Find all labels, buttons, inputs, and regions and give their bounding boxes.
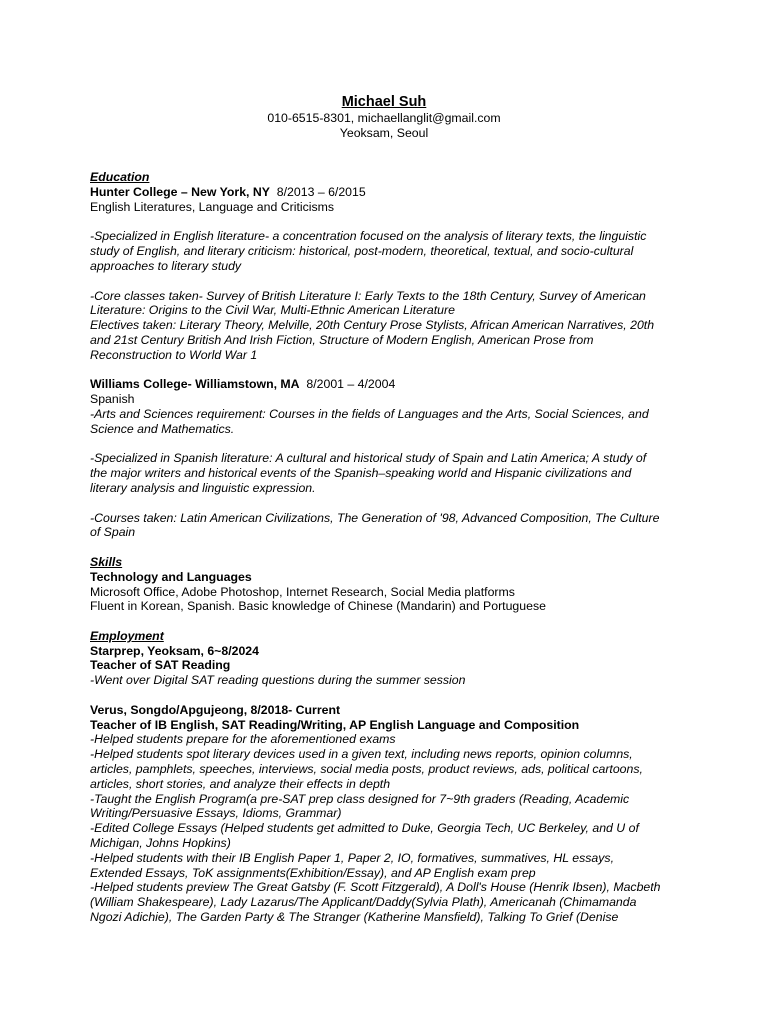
major: Spanish (90, 392, 135, 407)
major: English Literatures, Language and Criticisms (90, 199, 335, 214)
skills-subtitle: Technology and Languages (90, 569, 252, 584)
text-line: Michigan, Johns Hopkins) (90, 836, 231, 851)
text-line: approaches to literary study (90, 258, 242, 273)
text-line: -Went over Digital SAT reading questions during the summer session (90, 673, 466, 688)
paragraph (90, 451, 698, 495)
text-line: -Taught the English Program(a pre-SAT prep class designed for 7~9th graders (Reading, Academic (90, 791, 630, 806)
text-line: -Helped students preview The Great Gatsby (F. Scott Fitzgerald), A Doll's House (Henrik Ibsen), Macbeth (90, 880, 661, 895)
text-line: -Specialized in English literature- a concentration focused on the analysis of literary texts, the linguistic (90, 229, 647, 244)
school-dates: 8/2001 – 4/2004 (306, 377, 396, 392)
skills-section (90, 555, 698, 614)
school-williams (90, 377, 698, 392)
paragraph (90, 511, 698, 541)
text-line: Fluent in Korean, Spanish. Basic knowledge of Chinese (Mandarin) and Portuguese (90, 599, 546, 614)
text-line: and 21st Century British And Irish Fiction, Structure of Modern English, American Prose from (90, 332, 594, 347)
text-line: the major writers and historical events of the Spanish–speaking world and Hispanic civilizations and (90, 466, 632, 481)
school-name: Williams College- Williamstown, MA (90, 377, 300, 392)
text-line: Electives taken: Literary Theory, Melville, 20th Century Prose Stylists, African American Narratives, 20th (90, 318, 655, 333)
text-line: of Spain (90, 525, 136, 540)
paragraph (90, 229, 698, 273)
text-line: -Helped students with their IB English Paper 1, Paper 2, IO, formatives, summatives, HL essays, (90, 850, 614, 865)
text-line: -Core classes taken- Survey of British Literature I: Early Texts to the 18th Century, Survey of American (90, 288, 646, 303)
text-line: -Courses taken: Latin American Civilizations, The Generation of '98, Advanced Composition, The Culture (90, 510, 660, 525)
paragraph (90, 407, 698, 437)
text-line: -Helped students spot literary devices used in a given text, including news reports, opinion columns, (90, 747, 633, 762)
text-line: Extended Essays, ToK assignments(Exhibition/Essay), and AP English exam prep (90, 865, 536, 880)
text-line: literary analysis and linguistic expression. (90, 480, 316, 495)
text-line: Science and Mathematics. (90, 421, 235, 436)
text-line: articles, short stories, and analyze their effects in depth (90, 776, 391, 791)
text-line: Microsoft Office, Adobe Photoshop, Internet Research, Social Media platforms (90, 584, 515, 599)
employer: Verus, Songdo/Apgujeong, 8/2018- Current (90, 702, 341, 717)
resume-header (70, 93, 698, 141)
text-line: Literature: Origins to the Civil War, Multi-Ethnic American Literature (90, 303, 455, 318)
contact-info: 010-6515-8301, michaellanglit@gmail.com (267, 111, 501, 125)
text-line: -Edited College Essays (Helped students get admitted to Duke, Georgia Tech, UC Berkeley, and U of (90, 821, 639, 836)
text-line: Reconstruction to World War 1 (90, 347, 258, 362)
section-title-employment: Employment (90, 628, 164, 643)
text-line: -Arts and Sciences requirement: Courses in the fields of Languages and the Arts, Social Sciences, and (90, 406, 649, 421)
employer: Starprep, Yeoksam, 6~8/2024 (90, 643, 259, 658)
school-name: Hunter College – New York, NY (90, 184, 270, 199)
text-line: -Helped students prepare for the aforementioned exams (90, 732, 396, 747)
paragraph (90, 732, 698, 924)
education-section (90, 170, 698, 540)
paragraph (90, 289, 698, 363)
employment-section (90, 629, 698, 925)
section-title-education: Education (90, 170, 150, 185)
text-line: articles, pamphlets, speeches, interviews, social media posts, product reviews, ads, political cartoons, (90, 762, 643, 777)
job-role: Teacher of SAT Reading (90, 658, 231, 673)
job-role: Teacher of IB English, SAT Reading/Writing, AP English Language and Composition (90, 717, 580, 732)
text-line: Ngozi Adichie), The Garden Party & The Stranger (Katherine Mansfield), Talking To Grief (Denise (90, 910, 619, 925)
person-name: Michael Suh (341, 94, 427, 110)
school-hunter (90, 185, 698, 200)
text-line: Writing/Persuasive Essays, Idioms, Grammar) (90, 806, 342, 821)
section-title-skills: Skills (90, 554, 123, 569)
school-dates: 8/2013 – 6/2015 (276, 184, 366, 199)
text-line: study of English, and literary criticism: historical, post-modern, theoretical, textual, and socio-cultural (90, 244, 634, 259)
text-line: (William Shakespeare), Lady Lazarus/The Applicant/Daddy(Sylvia Plath), Americanah (Chimamanda (90, 895, 637, 910)
location: Yeoksam, Seoul (339, 125, 429, 140)
text-line: -Specialized in Spanish literature: A cultural and historical study of Spain and Latin America; A study of (90, 451, 647, 466)
